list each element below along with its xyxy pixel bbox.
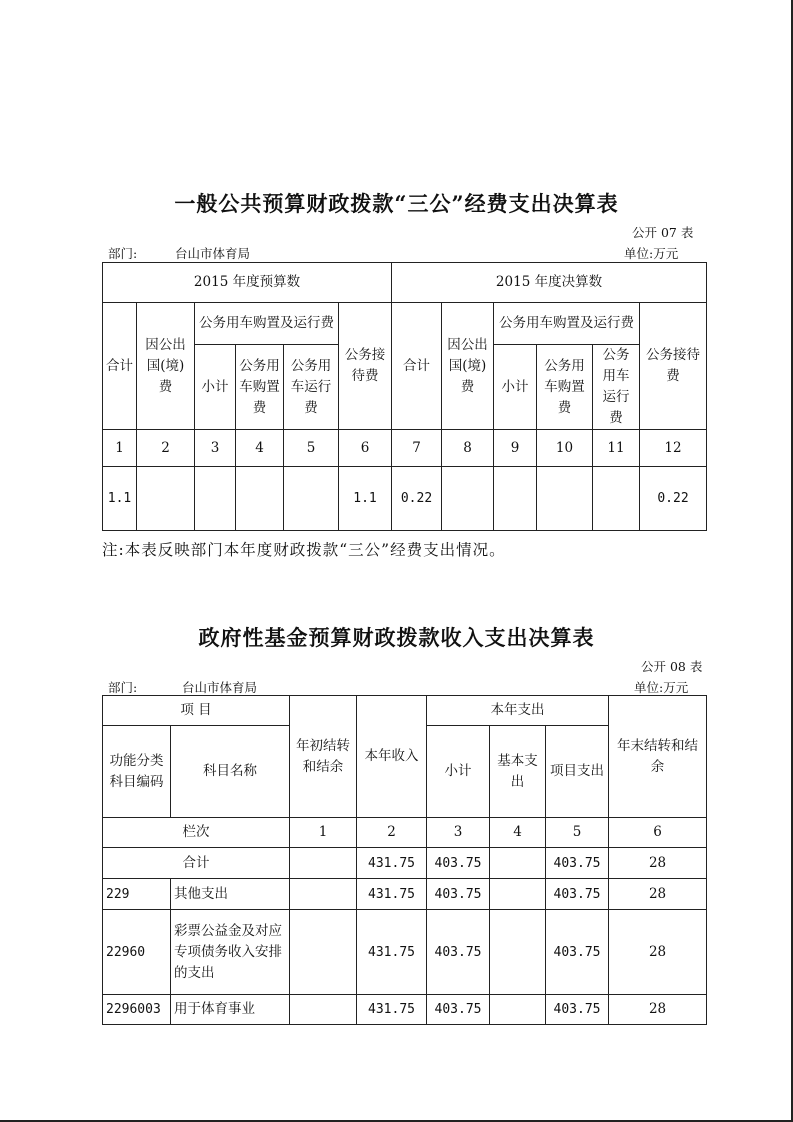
header-basic: 基本支出	[490, 726, 546, 818]
header-vehicle: 公务用车购置及运行费	[195, 303, 339, 345]
header-abroad: 因公出国(境)费	[442, 303, 494, 430]
table1-unit: 单位:万元	[624, 246, 679, 261]
row-name: 彩票公益金及对应专项债务收入安排的支出	[171, 910, 290, 995]
table1-code: 公开 07 表	[632, 225, 694, 240]
table1-dept-label: 部门:	[108, 246, 138, 261]
col-number: 12	[640, 430, 707, 467]
header-total: 合计	[392, 303, 442, 430]
col-number: 4	[236, 430, 284, 467]
col-number: 7	[392, 430, 442, 467]
table-row	[103, 848, 707, 879]
table-row	[103, 910, 707, 995]
header-total: 合计	[103, 303, 137, 430]
table-cell	[593, 467, 640, 531]
row-c3: 403.75	[427, 910, 490, 995]
row-code: 229	[103, 879, 171, 910]
header-purchase: 公务用车购置费	[236, 345, 284, 430]
row-c2: 431.75	[357, 910, 427, 995]
table-cell	[236, 467, 284, 531]
col-number: 6	[339, 430, 392, 467]
col-index: 1	[290, 818, 357, 848]
col-number: 10	[537, 430, 593, 467]
table-cell	[284, 467, 339, 531]
table-cell	[442, 467, 494, 531]
header-income: 本年收入	[357, 696, 427, 818]
col-number: 1	[103, 430, 137, 467]
col-number: 8	[442, 430, 494, 467]
col-number: 11	[593, 430, 640, 467]
budget-header: 2015 年度预算数	[103, 263, 392, 303]
header-vehicle: 公务用车购置及运行费	[494, 303, 640, 345]
table2-title: 政府性基金预算财政拨款收入支出决算表	[198, 625, 595, 650]
table-cell	[195, 467, 236, 531]
row-c2: 431.75	[357, 879, 427, 910]
table-cell: 1.1	[339, 467, 392, 531]
col-number: 5	[284, 430, 339, 467]
table1-title: 一般公共预算财政拨款“三公”经费支出决算表	[174, 191, 619, 216]
row-c4	[490, 879, 546, 910]
row-c6: 28	[609, 910, 707, 995]
row-c2: 431.75	[357, 995, 427, 1025]
col-number: 9	[494, 430, 537, 467]
row-c2: 431.75	[357, 848, 427, 879]
row-c3: 403.75	[427, 848, 490, 879]
row-c3: 403.75	[427, 995, 490, 1025]
row-c1	[290, 995, 357, 1025]
col-index: 6	[609, 818, 707, 848]
row-c1	[290, 848, 357, 879]
header-subject: 科目名称	[171, 726, 290, 818]
row-c5: 403.75	[546, 879, 609, 910]
three-public-expenses-table	[102, 262, 707, 531]
header-func-code: 功能分类科目编码	[103, 726, 171, 818]
table-cell	[537, 467, 593, 531]
table-cell: 1.1	[103, 467, 137, 531]
header-project: 项目支出	[546, 726, 609, 818]
col-index: 4	[490, 818, 546, 848]
header-running: 公务用车运行费	[593, 345, 640, 430]
header-running: 公务用车运行费	[284, 345, 339, 430]
table-cell	[494, 467, 537, 531]
row-c6: 28	[609, 995, 707, 1025]
header-reception: 公务接待费	[339, 303, 392, 430]
header-purchase: 公务用车购置费	[537, 345, 593, 430]
col-index: 5	[546, 818, 609, 848]
row-c4	[490, 848, 546, 879]
row-c5: 403.75	[546, 910, 609, 995]
final-header: 2015 年度决算数	[392, 263, 707, 303]
row-c3: 403.75	[427, 879, 490, 910]
table-cell: 0.22	[392, 467, 442, 531]
table2-code: 公开 08 表	[641, 659, 703, 674]
row-c1	[290, 879, 357, 910]
row-c1	[290, 910, 357, 995]
table2-dept-label: 部门:	[108, 680, 138, 695]
header-subtotal: 小计	[494, 345, 537, 430]
col-number: 2	[137, 430, 195, 467]
header-abroad: 因公出国(境)费	[137, 303, 195, 430]
header-end-balance: 年末结转和结余	[609, 696, 707, 818]
header-expenditure: 本年支出	[427, 696, 609, 726]
row-c6: 28	[609, 848, 707, 879]
row-c4	[490, 995, 546, 1025]
col-index: 2	[357, 818, 427, 848]
row-code: 2296003	[103, 995, 171, 1025]
table1-note: 注:本表反映部门本年度财政拨款“三公”经费支出情况。	[102, 541, 506, 559]
col-number: 3	[195, 430, 236, 467]
col-index-label: 栏次	[103, 818, 290, 848]
table-row	[103, 879, 707, 910]
header-subtotal: 小计	[195, 345, 236, 430]
table-cell: 0.22	[640, 467, 707, 531]
header-reception: 公务接待费	[640, 303, 707, 430]
header-item: 项 目	[103, 696, 290, 726]
row-name: 合计	[103, 848, 290, 879]
table-cell	[137, 467, 195, 531]
table2-unit: 单位:万元	[634, 680, 689, 695]
row-code: 22960	[103, 910, 171, 995]
header-subtotal: 小计	[427, 726, 490, 818]
col-index: 3	[427, 818, 490, 848]
row-c5: 403.75	[546, 995, 609, 1025]
row-c5: 403.75	[546, 848, 609, 879]
table2-dept: 台山市体育局	[182, 680, 258, 695]
row-c6: 28	[609, 879, 707, 910]
government-fund-table	[102, 695, 707, 1025]
header-begin-balance: 年初结转和结余	[290, 696, 357, 818]
row-name: 其他支出	[171, 879, 290, 910]
table1-dept: 台山市体育局	[175, 246, 251, 261]
table-row	[103, 995, 707, 1025]
row-name: 用于体育事业	[171, 995, 290, 1025]
row-c4	[490, 910, 546, 995]
